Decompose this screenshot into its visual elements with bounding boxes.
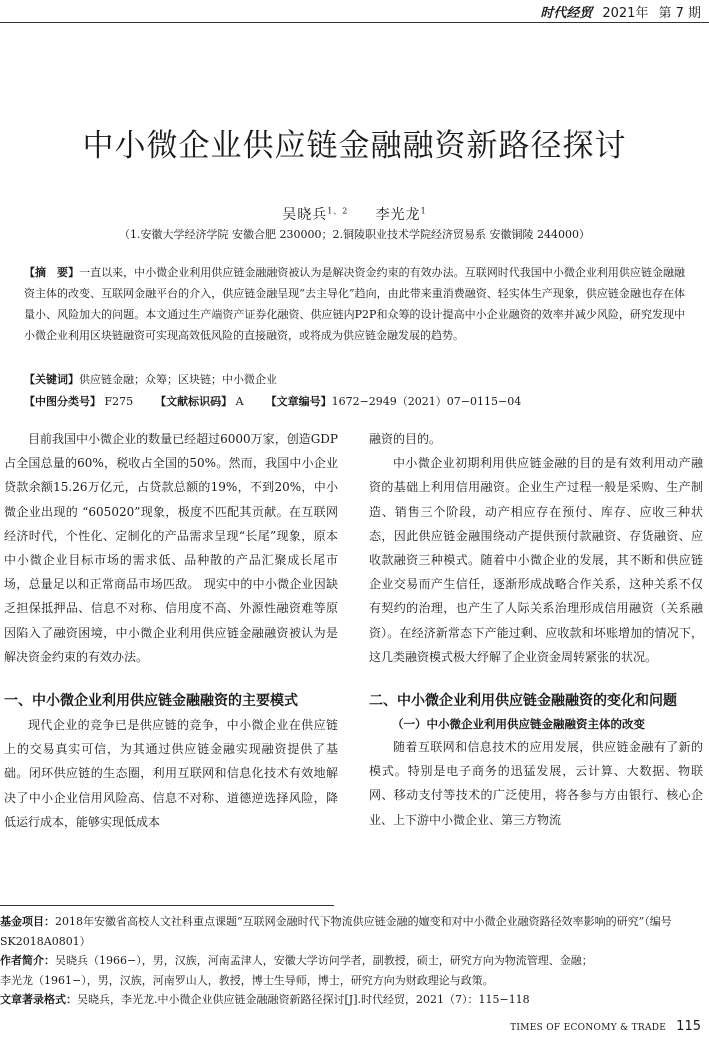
header-rule (0, 22, 709, 23)
keywords-text: 供应链金融；众筹；区块链；中小微企业 (79, 373, 277, 386)
paragraph: 融资的目的。 (369, 432, 442, 446)
paper-title: 中小微企业供应链金融融资新路径探讨 (82, 128, 627, 164)
subsection-heading-1: （一）中小微企业利用供应链金融融资主体的改变 (392, 717, 645, 732)
abstract-text: 一直以来，中小微企业利用供应链金融融资被认为是解决资金约束的有效办法。互联网时代我国中小微企业利用供应链金融融资主体的改变、互联网金融平台的介入，供应链金融呈现“去主导化”趋向，由此带来重消费融资、轻实体生产现象，供应链金融也存在体量小、风险加大的问题。本文通过生产端资产证券化融资、供应链内P2P和众筹的设计提高中小企业融资的效率并减少风险，研究发现中小微企业利用区块链融资可实现高效低风险的直接融资，或将成为供应链金融发展的趋势。 (24, 266, 686, 342)
citation-label: 文章著录格式： (0, 993, 77, 1006)
fund-note (0, 912, 701, 951)
author-2-affil: 1 (420, 206, 427, 216)
keywords (24, 371, 685, 387)
citation-text: 吴晓兵，李光龙.中小微企业供应链金融融资新路径探讨[J].时代经贸，2021（7）：115−118 (77, 993, 530, 1006)
footnotes (0, 912, 701, 1010)
page-footer (510, 1019, 701, 1034)
clc-label: 【中图分类号】 (24, 395, 101, 408)
page-header (540, 2, 701, 20)
journal-year: 2021年 (602, 5, 649, 21)
bio-label: 作者简介： (0, 954, 55, 967)
keywords-label: 【关键词】 (24, 373, 79, 386)
abstract-label: 【摘 要】 (24, 266, 80, 279)
footnote-rule (0, 905, 334, 906)
classification-line (24, 393, 685, 409)
paragraph: 现代企业的竞争已是供应链的竞争，中小微企业在供应链上的交易真实可信，为其通过供应链金融实现融资提供了基础。闭环供应链的生态圈，利用互联网和信息化技术有效地解决了中小企业信用风险高、信息不对称、道德逆选择风险，降低运行成本，能够实现低成本 (4, 718, 338, 829)
author-line (0, 204, 709, 224)
citation-note (0, 990, 701, 1010)
article-number-value: 1672−2949（2021）07−0115−04 (331, 395, 522, 408)
page-number: 115 (676, 1019, 701, 1034)
fund-text: 2018年安徽省高校人文社科重点课题“互联网金融时代下物流供应链金融的嬗变和对中小微企业融资路径效率影响的研究”（编号SK2018A0801） (0, 915, 672, 948)
doc-code-label: 【文献标识码】 (155, 395, 233, 408)
section-heading-1: 一、中小微企业利用供应链金融融资的主要模式 (4, 693, 298, 710)
journal-name: 时代经贸 (540, 5, 593, 21)
author-bio-note-2: 李光龙（1961−），男，汉族，河南罗山人，教授，博士生导师，博士，研究方向为财政理论与政策。 (0, 973, 494, 987)
paragraph: 目前我国中小微企业的数量已经超过6000万家，创造GDP占全国总量的60%，税收占全国的50%。然而，我国中小企业贷款余额15.26万亿元，占贷款总额的19%，不到20%，中小微企业出现的 “605020”现象，极度不匹配其贡献。在互联网经济时代，个性化、定制化的产品需求呈现“长尾”现象，原本中小微企业目标市场的需求低、品种散的产品汇聚成长尾市场，总量足以和正常商品市场匹敌。 现实中的中小微企业因缺乏担保抵押品、信息不对称、信用度不高、外源性融资难等原因陷入了融资困境，中小微企业利用供应链金融融资被认为是解决资金约束的有效办法。 (4, 432, 338, 664)
clc-value: F275 (104, 395, 134, 408)
journal-name-en: TIMES OF ECONOMY & TRADE (510, 1023, 667, 1033)
bio-text-1: 吴晓兵（1966−），男，汉族，河南孟津人，安徽大学访问学者，副教授，硕士，研究方向为物流管理、金融； (55, 954, 593, 967)
author-1: 吴晓兵 (282, 207, 328, 223)
affiliation: （1.安徽大学经济学院 安徽合肥 230000；2.铜陵职业技术学院经济贸易系 安徽铜陵 244000） (119, 228, 590, 241)
body-column-right (369, 427, 703, 832)
article-number-label: 【文章编号】 (265, 395, 332, 408)
author-1-affil: 1、2 (327, 206, 349, 216)
doc-code-value: A (235, 395, 244, 408)
paragraph: 随着互联网和信息技术的应用发展，供应链金融有了新的模式。特别是电子商务的迅猛发展，云计算、大数据、物联网、移动支付等技术的广泛使用，将各参与方由银行、核心企业、上下游中小微企业、第三方物流 (369, 740, 703, 827)
author-bio-note (0, 951, 701, 971)
body-column-left (4, 427, 338, 834)
fund-label: 基金项目： (0, 915, 55, 928)
author-2: 李光龙 (375, 207, 421, 223)
abstract (24, 262, 685, 346)
section-heading-2: 二、中小微企业利用供应链金融融资的变化和问题 (369, 693, 677, 710)
paragraph: 中小微企业初期利用供应链金融的目的是有效利用动产融资的基础上利用信用融资。企业生产过程一般是采购、生产制造、销售三个阶段，动产相应存在预付、库存、应收三种状态，因此供应链金融围绕动产提供预付款融资、存货融资、应收款融资三种模式。随着中小微企业的发展，其不断和供应链企业交易而产生信任，逐渐形成战略合作关系，这种关系不仅有契约的治理，也产生了人际关系治理形成信用融资（关系融资）。在经济新常态下产能过剩、应收款和坏账增加的情况下，这几类融资模式极大纾解了企业资金周转紧张的状况。 (369, 456, 703, 664)
journal-issue: 第 7 期 (658, 5, 701, 21)
